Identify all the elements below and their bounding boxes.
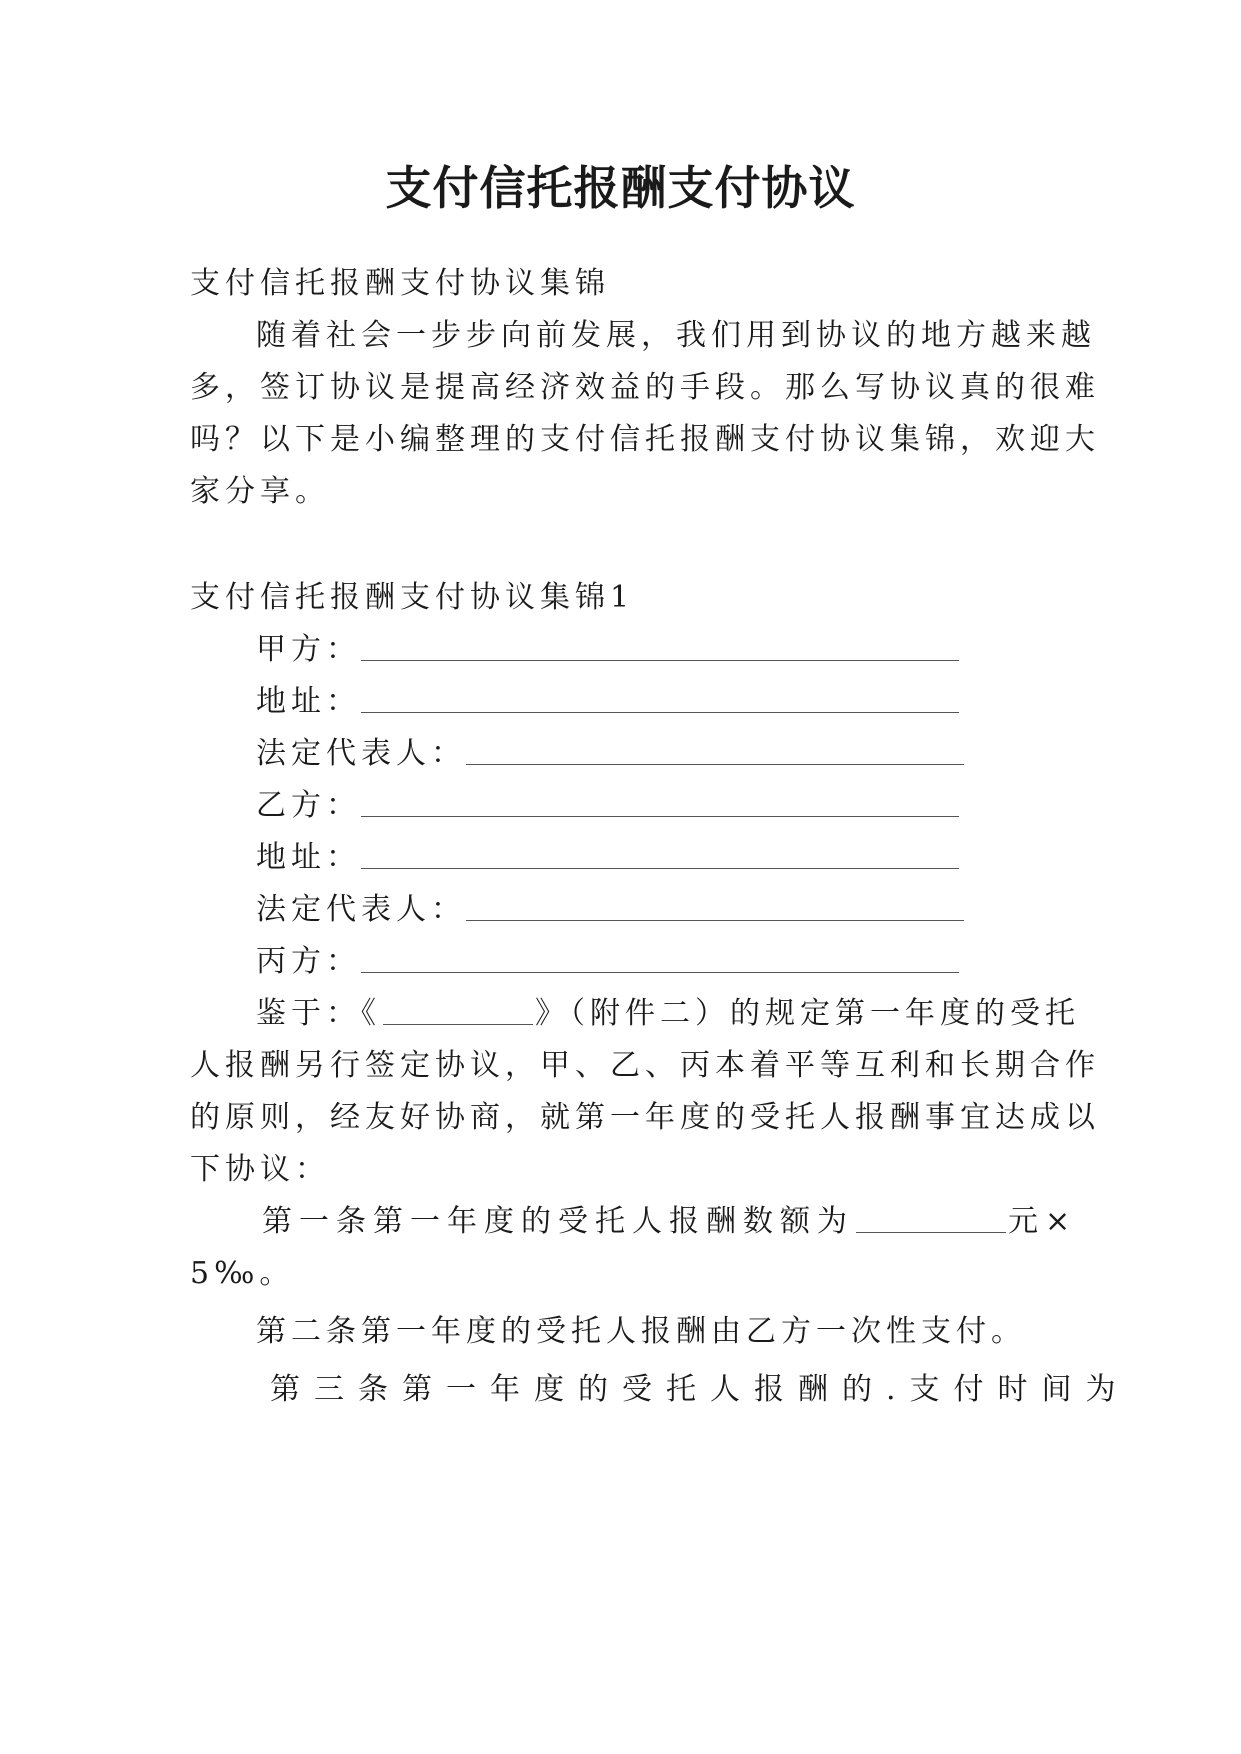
intro-paragraph-line: 吗？以下是小编整理的支付信托报酬支付协议集锦，欢迎大 — [190, 422, 1100, 457]
whereas-line: 人报酬另行签定协议，甲、乙、丙本着平等互利和长期合作 — [190, 1048, 1100, 1083]
article1-prefix: 第一条第一年度的受托人报酬数额为 — [262, 1204, 854, 1239]
article3-line: 第三条第一年度的受托人报酬的.支付时间为 — [270, 1372, 1130, 1407]
party-blank — [361, 630, 959, 661]
party-blank — [361, 838, 959, 869]
section-heading: 支付信托报酬支付协议集锦1 — [190, 580, 635, 615]
whereas-line — [256, 994, 1080, 1034]
party-field-jia — [256, 630, 959, 670]
party-label: 乙方： — [256, 788, 361, 823]
whereas-blank — [383, 994, 533, 1025]
article1-suffix: 元× — [1008, 1204, 1078, 1239]
party-field-yi — [256, 786, 959, 826]
party-field-address — [256, 682, 959, 722]
whereas-line: 下协议： — [190, 1152, 330, 1187]
intro-paragraph-line: 多，签订协议是提高经济效益的手段。那么写协议真的很难 — [190, 370, 1100, 405]
document-title: 支付信托报酬支付协议 — [385, 161, 856, 215]
party-blank — [361, 682, 959, 713]
party-label: 法定代表人： — [256, 892, 466, 927]
party-blank — [466, 890, 964, 921]
party-label: 地址： — [256, 684, 361, 719]
party-label: 丙方： — [256, 944, 361, 979]
party-blank — [361, 786, 959, 817]
article1-line — [262, 1202, 1077, 1242]
article2-line: 第二条第一年度的受托人报酬由乙方一次性支付。 — [256, 1314, 1026, 1349]
intro-paragraph-line: 随着社会一步步向前发展，我们用到协议的地方越来越 — [256, 318, 1096, 353]
party-field-address — [256, 838, 959, 878]
party-field-legal-rep — [256, 890, 964, 930]
article1-continuation: 5‰。 — [190, 1256, 295, 1291]
party-blank — [361, 942, 959, 973]
whereas-suffix: 》（附件二）的规定第一年度的受托 — [535, 996, 1080, 1031]
article1-blank — [856, 1202, 1006, 1233]
party-label: 甲方： — [256, 632, 361, 667]
party-field-bing — [256, 942, 959, 982]
party-label: 地址： — [256, 840, 361, 875]
party-label: 法定代表人： — [256, 736, 466, 771]
whereas-line: 的原则，经友好协商，就第一年度的受托人报酬事宜达成以 — [190, 1100, 1100, 1135]
intro-heading: 支付信托报酬支付协议集锦 — [190, 266, 610, 301]
intro-paragraph-line: 家分享。 — [190, 474, 330, 509]
party-field-legal-rep — [256, 734, 964, 774]
whereas-prefix: 鉴于：《 — [256, 996, 381, 1031]
party-blank — [466, 734, 964, 765]
